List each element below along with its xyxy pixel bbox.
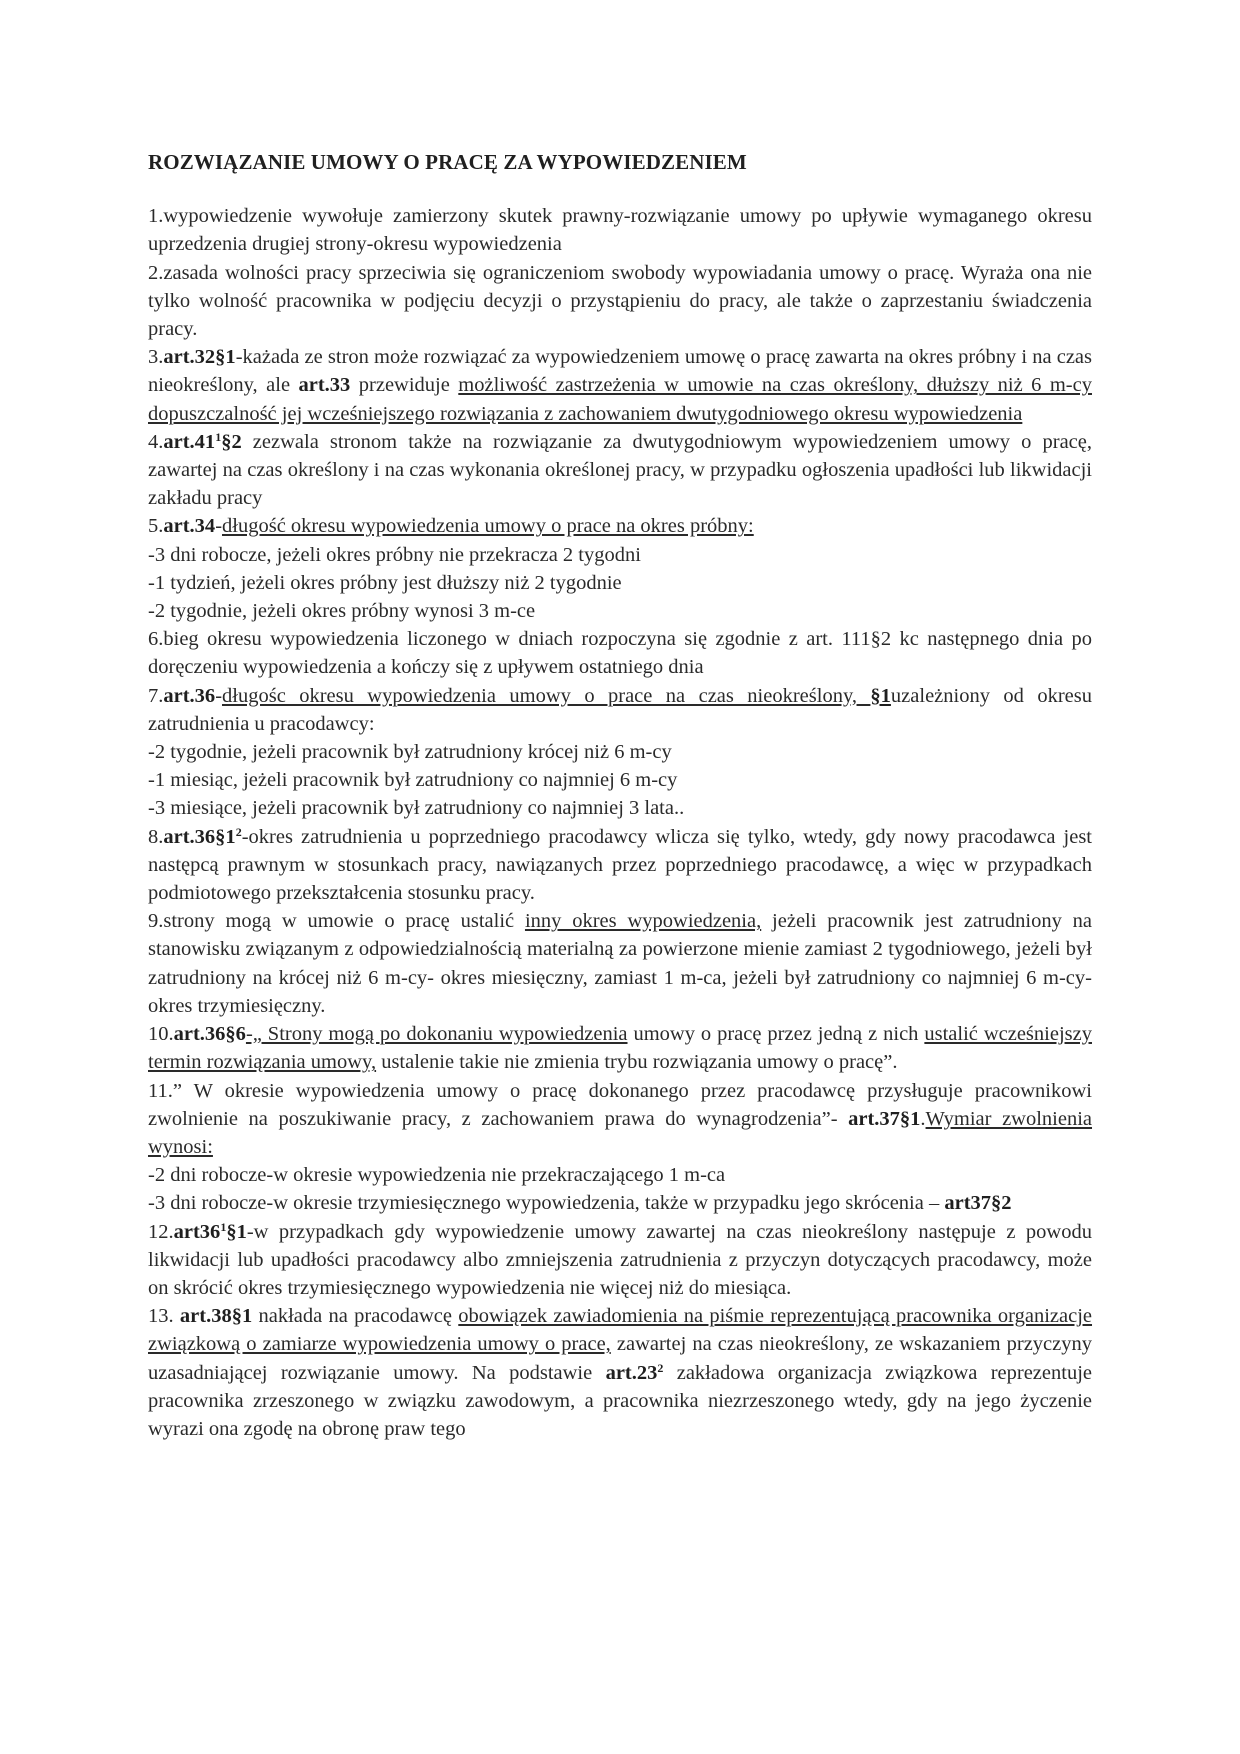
article-ref: art.37§1 <box>848 1107 921 1130</box>
paragraph-text: -każada ze stron może rozwiązać za wypowiedzeniem umowę o pracę zawarta na okres próbny i na czas nieokreślony, ale <box>148 346 1092 397</box>
article-ref: art.36 <box>163 684 216 707</box>
document-title: ROZWIĄZANIE UMOWY O PRACĘ ZA WYPOWIEDZENIEM <box>148 150 747 174</box>
list-item <box>148 1189 1092 1217</box>
paragraph-text: -w przypadkach gdy wypowiedzenie umowy zawartej na czas nieokreślony następuje z powodu likwidacji lub upadłości pracodawcy albo zmniejszenia zatrudnienia z przyczyn dotyczących pracodawcy, może on skrócić okres trzymiesięcznego wypowiedzenia nie więcej niż do miesiąca. <box>148 1220 1092 1299</box>
section-ref: §1 <box>870 684 891 707</box>
paragraph-number: 7. <box>148 684 164 707</box>
paragraph-text: umowy o pracę przez jedną z nich <box>627 1023 925 1046</box>
paragraph-12 <box>148 1218 1092 1303</box>
paragraph-number: 12. <box>148 1220 174 1243</box>
list-item: -3 miesiące, jeżeli pracownik był zatrudniony co najmniej 3 lata.. <box>148 797 685 820</box>
paragraph-text: 11.” W okresie wypowiedzenia umowy o pracę dokonanego przez pracodawcę przysługuje pracownikowi zwolnienie na poszukiwanie pracy, z zachowaniem prawa do wynagrodzenia”- <box>148 1079 1092 1130</box>
paragraph-text: przewiduje <box>350 374 459 397</box>
article-ref: $art.41^1\S 2$ <box>163 429 242 453</box>
paragraph-5: 5.art.34-długość okresu wypowiedzenia umowy o prace na okres próbny: <box>148 515 754 538</box>
document-page <box>148 148 1092 1443</box>
paragraph-10 <box>148 1020 1092 1076</box>
paragraph-number: 5. <box>148 515 164 538</box>
paragraph-1: 1.wypowiedzenie wywołuje zamierzony skutek prawny-rozwiązanie umowy po upływie wymaganego okresu uprzedzenia drugiej strony-okresu wypowiedzenia <box>148 205 1092 256</box>
article-ref: art.38§1 <box>179 1305 253 1328</box>
paragraph-number: 4. <box>148 430 164 453</box>
article-ref: art.33 <box>298 374 351 397</box>
paragraph-8 <box>148 823 1092 908</box>
paragraph-13 <box>148 1302 1092 1443</box>
paragraph-text: zawartej na czas nieokreślony, ze wskazaniem przyczyny uzasadniającej rozwiązanie umowy. Na podstawie <box>148 1333 1092 1384</box>
paragraph-text: uzależniony od okresu zatrudnienia u pracodawcy: <box>148 684 1092 735</box>
article-ref: art37§2 <box>944 1192 1012 1215</box>
paragraph-4 <box>148 428 1092 513</box>
underlined-text: Wymiar zwolnienia wynosi: <box>148 1107 1093 1158</box>
paragraph-text: zakładowa organizacja związkowa reprezentuje pracownika zrzeszonego w związku zawodowym, a pracownika niezrzeszonego wtedy, gdy na jego życzenie wyrazi ona zgodę na obronę praw tego <box>148 1361 1092 1440</box>
paragraph-9 <box>148 907 1092 1020</box>
paragraph-text: nakłada na pracodawcę <box>252 1305 459 1328</box>
paragraph-7: 7.art.36-długośc okresu wypowiedzenia umowy o prace na czas nieokreślony, §1uzależniony od okresu zatrudnienia u pracodawcy: <box>148 684 1092 735</box>
list-item: -3 dni robocze, jeżeli okres próbny nie przekracza 2 tygodni <box>148 543 641 566</box>
list-item: -2 dni robocze-w okresie wypowiedzenia nie przekraczającego 1 m-ca <box>148 1164 726 1187</box>
paragraph-text: -okres zatrudnienia u poprzedniego pracodawcy wlicza się tylko, wtedy, gdy nowy pracodawca jest następcą prawnym w stosunkach pracy, nawiązanych przez poprzedniego pracodawcę, a więc w przypadkach podmiotowego przekształcenia stosunku pracy. <box>148 825 1092 905</box>
article-ref: $art36^1\S 1$ <box>173 1219 247 1243</box>
list-item: -2 tygodnie, jeżeli okres próbny wynosi 3 m-ce <box>148 600 536 623</box>
paragraph-text: 9.strony mogą w umowie o pracę ustalić <box>148 910 525 933</box>
list-item: -1 miesiąc, jeżeli pracownik był zatrudniony co najmniej 6 m-cy <box>148 769 678 792</box>
underlined-text: inny okres wypowiedzenia, <box>524 910 762 933</box>
paragraph-text: jeżeli pracownik jest zatrudniony na stanowisku związanym z odpowiedzialnością materialną za powierzone mienie zamiast 2 tygodniowego, jeżeli był zatrudniony na krócej niż 6 m-cy- okres miesięczny, zamiast 1 m-ca, jeżeli był zatrudniony co najmniej 6 m-cy- okres trzymiesięczny. <box>148 910 1093 1017</box>
paragraph-number: 3. <box>148 346 164 369</box>
underlined-text: -„ Strony mogą po dokonaniu wypowiedzenia <box>245 1023 628 1046</box>
underlined-text: długośc okresu wypowiedzenia umowy o prace na czas nieokreślony, <box>222 684 871 707</box>
paragraph-text: zezwala stronom także na rozwiązanie za dwutygodniowym wypowiedzeniem umowy o pracę, zawartej na czas określony i na czas wykonania określonej pracy, w przypadku ogłoszenia upadłości lub likwidacji zakładu pracy <box>148 430 1092 510</box>
paragraph-text: -3 dni robocze-w okresie trzymiesięcznego wypowiedzenia, także w przypadku jego skrócenia – <box>148 1192 945 1215</box>
article-ref: $art.23^2$ <box>605 1360 664 1384</box>
list-item: -2 tygodnie, jeżeli pracownik był zatrudniony krócej niż 6 m-cy <box>148 741 672 764</box>
paragraph-2: 2.zasada wolności pracy sprzeciwia się ograniczeniom swobody wypowiadania umowy o pracę. Wyraża ona nie tylko wolność pracownika w podjęciu decyzji o przystąpieniu do pracy, ale także o zaprzestaniu świadczenia pracy. <box>148 261 1092 341</box>
underlined-text: ustalić wcześniejszy termin rozwiązania umowy, <box>148 1023 1092 1074</box>
article-ref: art.36§6 <box>173 1023 246 1046</box>
paragraph-number: 10. <box>148 1023 174 1046</box>
underlined-text: długość okresu wypowiedzenia umowy o prace na okres próbny: <box>222 515 754 538</box>
paragraph-number: 8. <box>148 825 164 848</box>
article-ref: art.32§1 <box>163 346 236 369</box>
underlined-text: możliwość zastrzeżenia w umowie na czas określony, dłuższy niż 6 m-cy dopuszczalność jej wcześniejszego rozwiązania z zachowaniem dwutygodniowego okresu wypowiedzenia <box>148 374 1092 425</box>
article-ref: art.34 <box>163 515 216 538</box>
paragraph-11: 11.” W okresie wypowiedzenia umowy o pracę dokonanego przez pracodawcę przysługuje pracownikowi zwolnienie na poszukiwanie pracy, z zachowaniem prawa do wynagrodzenia”- art.37§1.Wymiar zwolnienia wynosi: <box>148 1079 1093 1158</box>
paragraph-6: 6.bieg okresu wypowiedzenia liczonego w dniach rozpoczyna się zgodnie z art. 111§2 kc następnego dnia po doręczeniu wypowiedzenia a kończy się z upływem ostatniego dnia <box>148 628 1092 679</box>
paragraph-3 <box>148 343 1092 428</box>
underlined-text: obowiązek zawiadomienia na piśmie reprezentującą pracownika organizacje związkową o zamiarze wypowiedzenia umowy o prace, <box>148 1305 1093 1356</box>
paragraph-number: 13. <box>148 1305 180 1328</box>
paragraph-text: ustalenie takie nie zmienia trybu rozwiązania umowy o pracę”. <box>376 1051 898 1074</box>
article-ref: $art.36\S 1^2$ <box>163 824 242 848</box>
list-item: -1 tydzień, jeżeli okres próbny jest dłuższy niż 2 tygodnie <box>148 571 622 594</box>
